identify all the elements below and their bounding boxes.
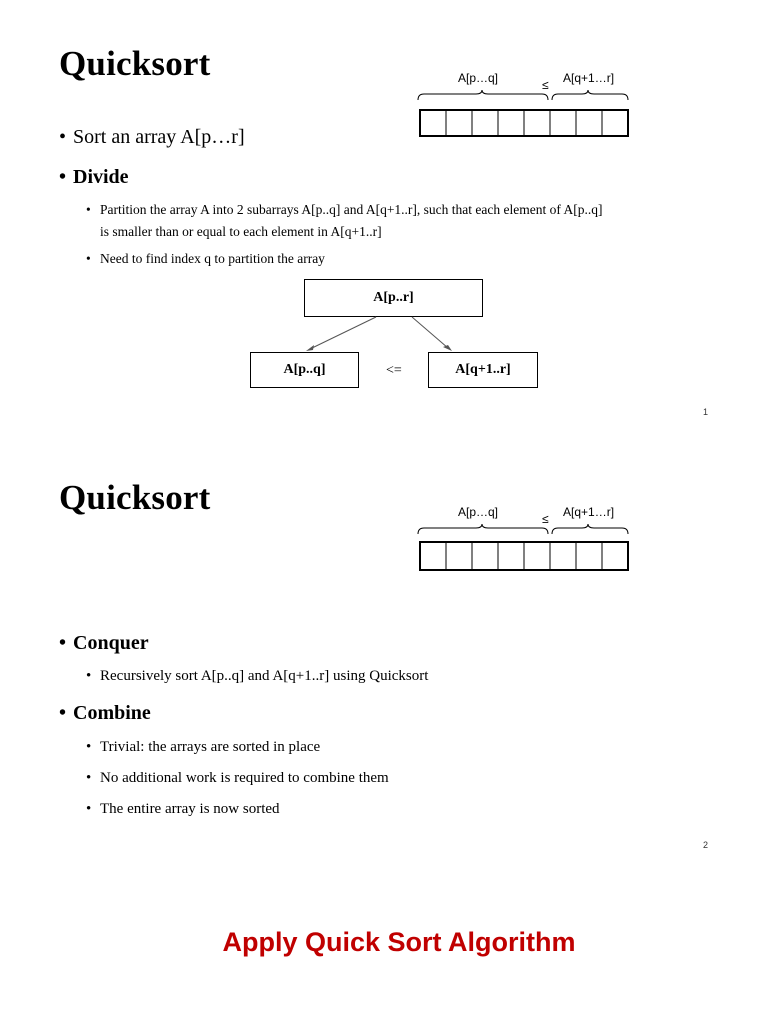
tree-right-box: A[q+1..r] bbox=[428, 352, 538, 388]
sub-bullet-partition-cont: is smaller than or equal to each element in A[q+1..r] bbox=[100, 224, 382, 239]
tree-leq-text: <= bbox=[386, 363, 402, 378]
slide-1-title: Quicksort bbox=[59, 44, 211, 83]
bullet-sort-array: • Sort an array A[p…r] bbox=[59, 126, 245, 148]
array-graphic bbox=[414, 522, 634, 574]
page-number-2: 2 bbox=[703, 840, 709, 850]
tree-root-box: A[p..r] bbox=[304, 279, 483, 317]
page-number-1: 1 bbox=[703, 407, 709, 417]
sub-bullet-no-work: • No additional work is required to combine them bbox=[86, 770, 389, 786]
sub-bullet-partition: • Partition the array A into 2 subarrays A[p..q] and A[q+1..r], such that each element of A[p..q] bbox=[86, 202, 603, 217]
array-graphic bbox=[414, 88, 634, 140]
array-right-label: A[q+1…r] bbox=[563, 505, 615, 519]
tree-arrows bbox=[300, 315, 460, 355]
sub-bullet-recursively-sort: • Recursively sort A[p..q] and A[q+1..r] using Quicksort bbox=[86, 668, 429, 684]
sub-bullet-find-index: • Need to find index q to partition the array bbox=[86, 251, 325, 266]
leq-symbol: ≤ bbox=[542, 512, 549, 526]
sub-bullet-sorted: • The entire array is now sorted bbox=[86, 801, 280, 817]
tree-left-box: A[p..q] bbox=[250, 352, 359, 388]
footer-heading: Apply Quick Sort Algorithm bbox=[222, 927, 576, 957]
bullet-combine: • Combine bbox=[59, 702, 151, 724]
array-left-label: A[p…q] bbox=[458, 505, 499, 519]
sub-bullet-trivial: • Trivial: the arrays are sorted in place bbox=[86, 739, 321, 755]
leq-symbol: ≤ bbox=[542, 78, 549, 92]
bullet-divide: • Divide bbox=[59, 166, 129, 188]
slide-2-title: Quicksort bbox=[59, 478, 211, 517]
array-left-label: A[p…q] bbox=[458, 71, 499, 85]
array-right-label: A[q+1…r] bbox=[563, 71, 615, 85]
bullet-conquer: • Conquer bbox=[59, 632, 149, 654]
